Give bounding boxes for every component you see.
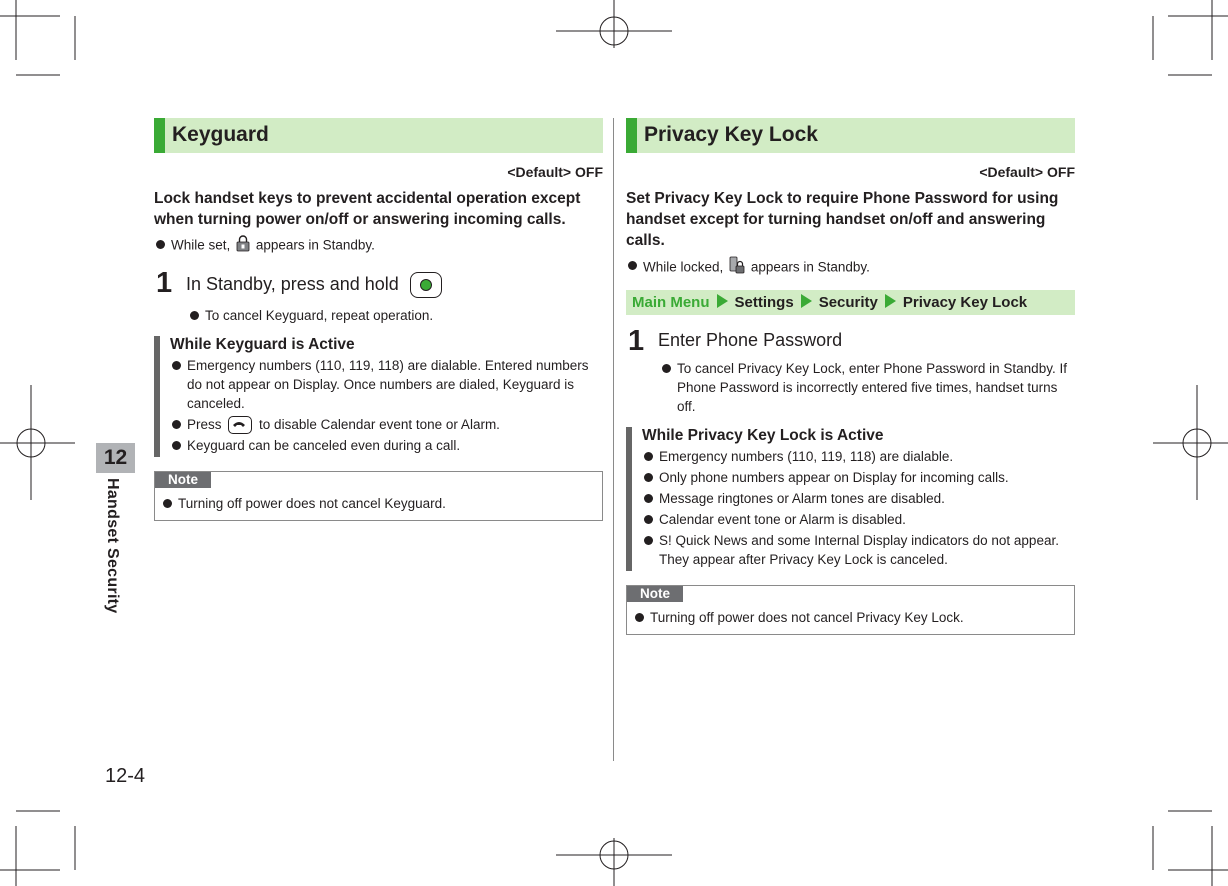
standby-bullet: While set, appears in Standby. (154, 235, 603, 257)
keyguard-section (154, 118, 603, 521)
privacy-key-lock-section (626, 118, 1075, 635)
lead-text: Lock handset keys to prevent accidental operation except when turning power on/off or answering incoming calls. (154, 190, 581, 228)
bullet-dot-icon (644, 536, 653, 545)
step-1 (626, 325, 1075, 416)
note-box (626, 585, 1075, 635)
list-item: Turning off power does not cancel Keyguard. (161, 494, 602, 513)
step-number: 1 (628, 325, 645, 357)
bullet-dot-icon (156, 240, 165, 249)
list-item: Turning off power does not cancel Privacy Key Lock. (633, 608, 1074, 627)
lead-text: Set Privacy Key Lock to require Phone Password for using handset except for turning handset on/off and answering calls. (626, 190, 1059, 249)
bullet-dot-icon (644, 515, 653, 524)
header-accent-bar (626, 118, 637, 153)
menu-path-item: Main Menu (632, 294, 710, 311)
menu-path-item: Privacy Key Lock (902, 294, 1028, 311)
bullet-dot-icon (628, 261, 637, 270)
center-key-icon (410, 272, 442, 298)
bullet-dot-icon (635, 613, 644, 622)
privacy-lock-icon (729, 256, 745, 280)
step-text: Enter Phone Password (658, 330, 843, 350)
bullet-dot-icon (172, 441, 181, 450)
list-item: Emergency numbers (110, 119, 118) are dialable. (642, 447, 1075, 466)
step-text: In Standby, press and hold (186, 267, 603, 298)
section-title: Privacy Key Lock (644, 123, 818, 146)
step-sub-bullet: To cancel Privacy Key Lock, enter Phone Password in Standby. If Phone Password is incorrectly entered five times, handset turns off. (660, 359, 1075, 416)
default-value: <Default> OFF (979, 164, 1075, 180)
bullet-dot-icon (662, 364, 671, 373)
bullet-dot-icon (172, 361, 181, 370)
menu-path-item: Settings (734, 294, 794, 311)
bullet-dot-icon (644, 473, 653, 482)
active-info-box (154, 336, 603, 457)
chapter-tab-title: Handset Security (104, 478, 121, 614)
section-title: Keyguard (172, 123, 269, 146)
end-key-icon (228, 416, 252, 434)
list-item: Keyguard can be canceled even during a call. (170, 436, 603, 455)
step-number: 1 (156, 267, 173, 299)
box-heading: While Keyguard is Active (170, 336, 355, 353)
active-info-box (626, 427, 1075, 571)
list-item: Emergency numbers (110, 119, 118) are dialable. Entered numbers do not appear on Display. Once numbers are dialed, Keyguard is canceled. (170, 356, 603, 413)
bullet-dot-icon (190, 311, 199, 320)
list-item: Press to disable Calendar event tone or Alarm. (170, 415, 603, 434)
note-label: Note (627, 586, 683, 602)
standby-bullet: While locked, appears in Standby. (626, 256, 1075, 280)
section-header (154, 118, 603, 153)
menu-path-item: Security (818, 294, 878, 311)
section-header (626, 118, 1075, 153)
bullet-dot-icon (172, 420, 181, 429)
chapter-tab-number: 12 (96, 443, 135, 473)
box-heading: While Privacy Key Lock is Active (642, 427, 884, 444)
bullet-dot-icon (163, 499, 172, 508)
menu-path (626, 290, 1075, 315)
list-item: Message ringtones or Alarm tones are disabled. (642, 489, 1075, 508)
menu-arrow-icon (885, 294, 896, 308)
step-1 (154, 267, 603, 325)
bullet-dot-icon (644, 452, 653, 461)
menu-arrow-icon (801, 294, 812, 308)
default-value: <Default> OFF (507, 164, 603, 180)
list-item: S! Quick News and some Internal Display indicators do not appear. They appear after Privacy Key Lock is canceled. (642, 531, 1075, 569)
column-divider (613, 118, 614, 761)
note-label: Note (155, 472, 211, 488)
bullet-dot-icon (644, 494, 653, 503)
keyguard-lock-icon (236, 235, 250, 257)
step-sub-bullet: To cancel Keyguard, repeat operation. (188, 306, 603, 325)
list-item: Only phone numbers appear on Display for incoming calls. (642, 468, 1075, 487)
menu-arrow-icon (717, 294, 728, 308)
note-box (154, 471, 603, 521)
list-item: Calendar event tone or Alarm is disabled. (642, 510, 1075, 529)
header-accent-bar (154, 118, 165, 153)
page-number: 12-4 (105, 765, 146, 787)
